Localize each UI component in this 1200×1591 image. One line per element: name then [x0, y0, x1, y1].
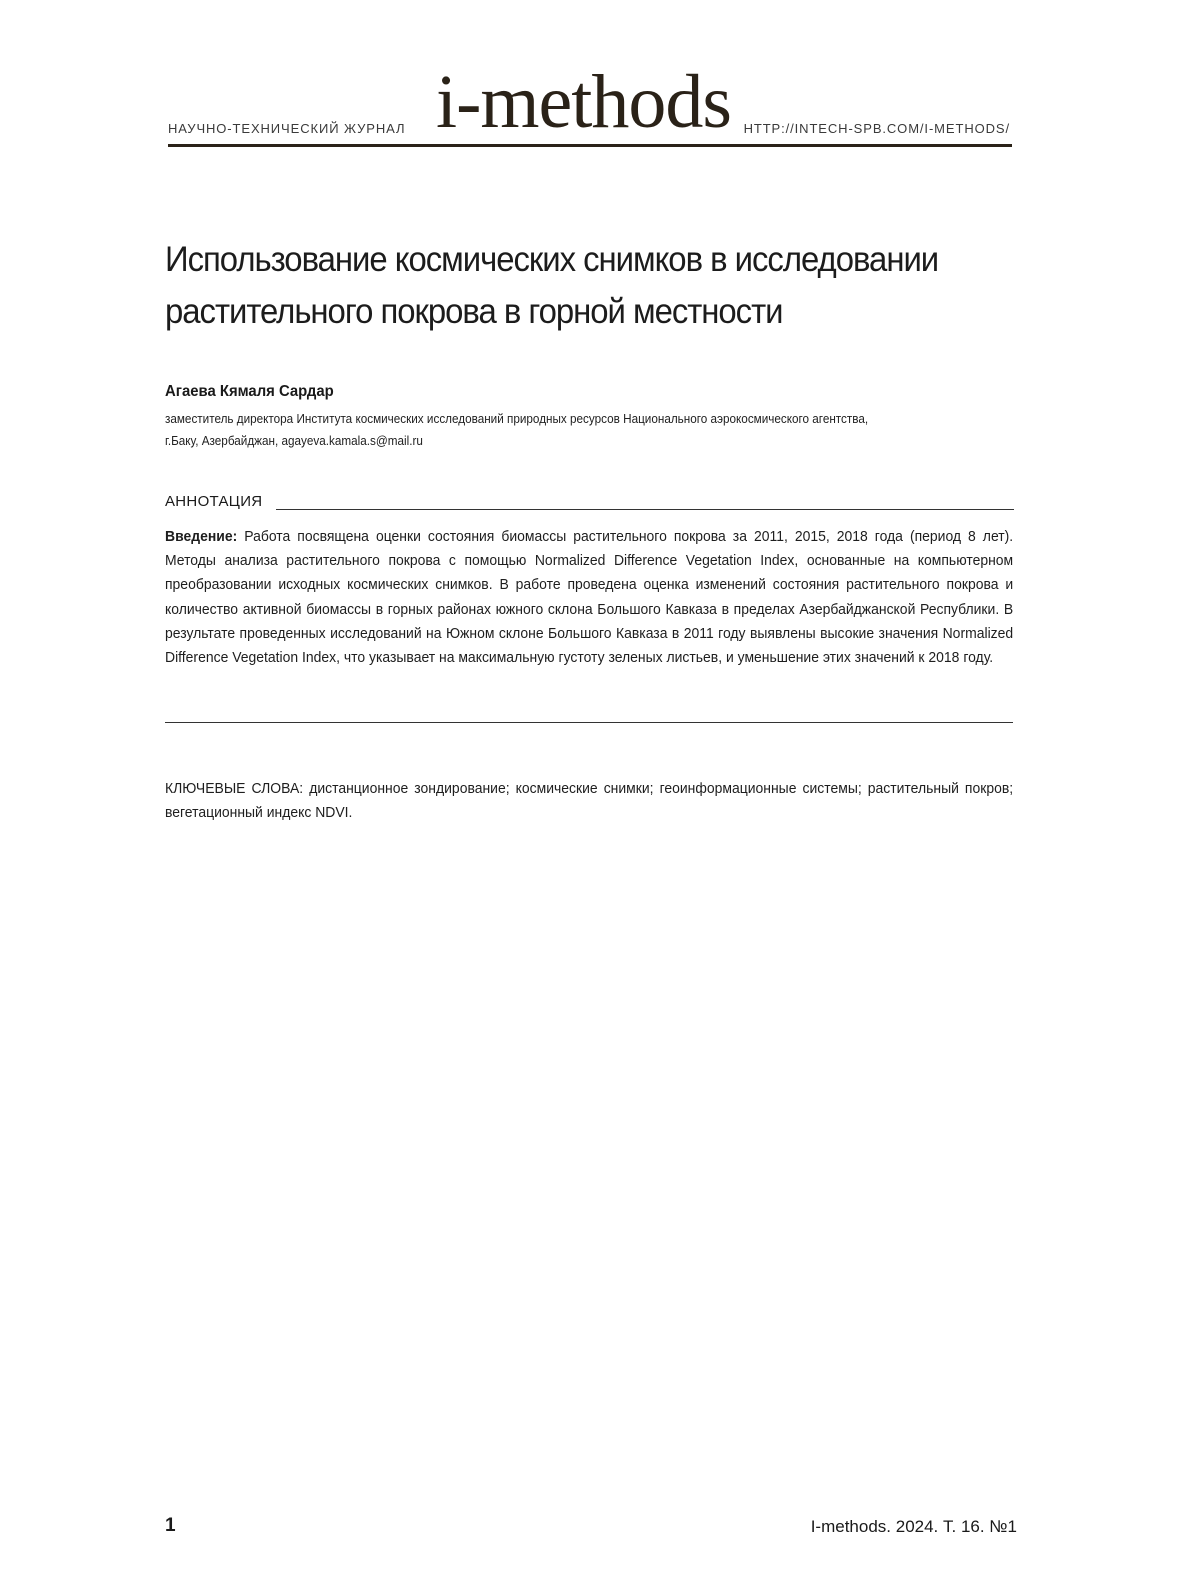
abstract-paragraph: [165, 525, 1013, 670]
abstract-separator: [165, 722, 1013, 723]
annotation-underline: [276, 509, 1014, 510]
article-title-line: растительного покрова в горной местности: [165, 292, 783, 331]
article-title-line: Использование космических снимков в исследовании: [165, 240, 939, 279]
journal-url-link[interactable]: HTTP://INTECH-SPB.COM/I-METHODS/: [743, 121, 1010, 136]
keywords-paragraph: КЛЮЧЕВЫЕ СЛОВА: дистанционное зондирование; космические снимки; геоинформационные системы; растительный покров; вегетационный индекс NDVI.: [165, 780, 1014, 822]
page-number: 1: [165, 1515, 176, 1536]
abstract-text: Работа посвящена оценки состояния биомассы растительного покрова за 2011, 2015, 2018 года (период 8 лет). Методы анализа растительного покрова с помощью Normalized Difference Vegetation Index, основанные на компьютерном преобразовании исходных космических снимков. В работе проведена оценка изменений состояния растительного покрова и количество активной биомассы в горных районах южного склона Большого Кавказа в пределах Азербайджанской Республики. В результате проведенных исследований на Южном склоне Большого Кавказа в 2011 году выявлены высокие значения Normalized Difference Vegetation Index, что указывает на максимальную густоту зеленых листьев, и уменьшение этих значений к 2018 году.: [165, 528, 1014, 667]
article-title: [165, 234, 973, 338]
affiliation-line: г.Баку, Азербайджан, agayeva.kamala.s@mail.ru: [165, 434, 423, 448]
header-divider: [168, 144, 1012, 147]
journal-reference: I-methods. 2024. Т. 16. №1: [810, 1517, 1017, 1536]
journal-header: [168, 60, 1012, 150]
journal-logo: i-methods: [436, 60, 731, 144]
journal-type-label: НАУЧНО-ТЕХНИЧЕСКИЙ ЖУРНАЛ: [168, 121, 406, 136]
author-name: Агаева Кямаля Сардар: [165, 383, 334, 400]
abstract-label: Введение:: [165, 528, 238, 545]
author-affiliation: [165, 408, 937, 452]
annotation-heading: АННОТАЦИЯ: [165, 493, 263, 510]
affiliation-line: заместитель директора Института космических исследований природных ресурсов Национального аэрокосмического агентства,: [165, 412, 869, 426]
